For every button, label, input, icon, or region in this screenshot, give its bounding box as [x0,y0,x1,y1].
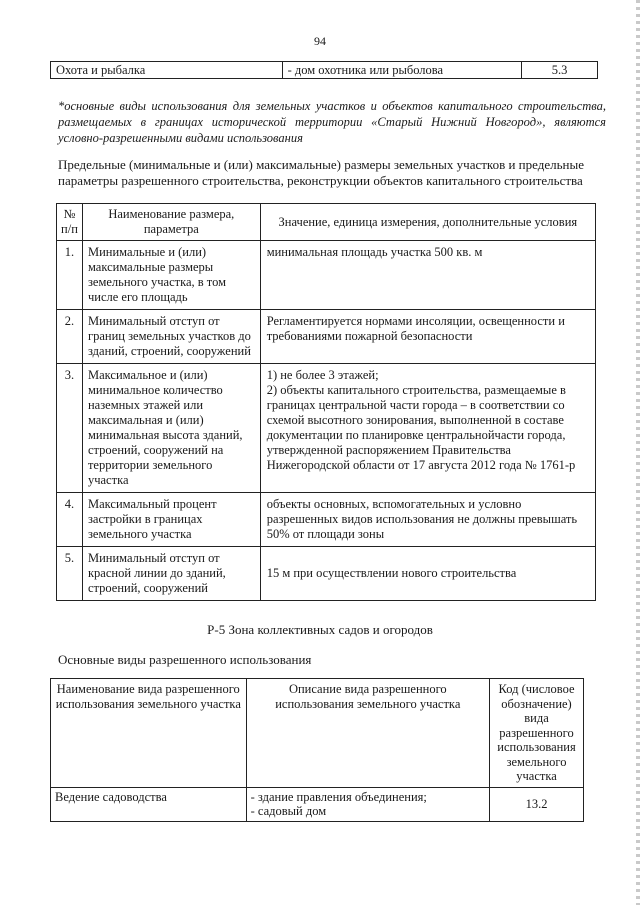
use-name-cell: Охота и рыбалка [51,62,283,79]
row-number: 4. [57,493,83,547]
use-code-cell: 5.3 [522,62,598,79]
scan-edge-artifact [636,0,640,905]
param-value [260,547,595,601]
zone-title: Р-5 Зона коллективных садов и огородов [207,622,433,637]
header-use-name: Наименование вида разрешенного использования земельного участка [51,679,247,788]
parameters-table [56,203,596,601]
param-name: Минимальные и (или) максимальные размеры земельного участка, в том числе его площадь [82,241,260,310]
table-row [57,310,596,364]
param-name: Минимальный отступ от красной линии до зданий, строений, сооружений [82,547,260,601]
table-header-row [57,204,596,241]
param-value-line: Регламентируется нормами инсоляции, освещенности и требованиями пожарной безопасности [266,314,565,343]
use-code-cell: 13.2 [490,787,584,821]
header-num: № п/п [57,204,83,241]
header-use-description: Описание вида разрешенного использования земельного участка [246,679,489,788]
table-row [57,364,596,493]
permitted-uses-table [50,678,584,822]
param-name: Максимальный процент застройки в границах земельного участка [82,493,260,547]
table-row [51,787,584,821]
header-use-code: Код (числовое обозначение) вида разрешенного использования земельного участка [490,679,584,788]
table-row [57,547,596,601]
param-value [260,241,595,310]
table-row [57,241,596,310]
footnote-note: *основные виды использования для земельных участков и объектов капитального строительства, размещаемых в границах исторической территории «Старый Нижний Новгород», являются условно-разрешенными видами использования [58,99,606,145]
limits-intro-text: Предельные (минимальные и (или) максимальные) размеры земельных участков и предельные параметры разрешенного строительства, реконструкции объектов капитального строительства [58,157,584,188]
param-value [260,364,595,493]
param-value [260,310,595,364]
page-number: 94 [314,34,326,48]
uses-heading: Основные виды разрешенного использования [58,652,312,667]
header-param-value: Значение, единица измерения, дополнительные условия [260,204,595,241]
row-number: 5. [57,547,83,601]
table-row [51,62,598,79]
param-value-line: 15 м при осуществлении нового строительства [266,566,517,580]
row-number: 3. [57,364,83,493]
param-value-line: 2) объекты капитального строительства, размещаемые в границах центральной части города – в соответствии со схемой высотного зонирования, выполненной в составе документации по планировке центральнойчасти города, утвержденной распоряжением Правительства Нижегородской области от 17 августа 2012 года № 1761-р [266,383,576,472]
param-name: Минимальный отступ от границ земельных участков до зданий, строений, сооружений [82,310,260,364]
table-header-row [51,679,584,788]
param-value-line: объекты основных, вспомогательных и условно разрешенных видов использования не должны превышать 50% от площади зоны [266,497,578,541]
row-number: 2. [57,310,83,364]
use-description-line: - здание правления объединения; [250,789,427,804]
continuation-table [50,61,598,79]
row-number: 1. [57,241,83,310]
use-name-cell: Ведение садоводства [51,787,247,821]
param-value-line: 1) не более 3 этажей; [266,368,379,382]
param-value-line: минимальная площадь участка 500 кв. м [266,245,483,259]
param-value [260,493,595,547]
table-row [57,493,596,547]
use-description-line: - садовый дом [250,804,327,818]
use-description-cell: - дом охотника или рыболова [282,62,522,79]
param-name: Максимальное и (или) минимальное количество наземных этажей или максимальная и (или) минимальная высота зданий, строений, сооружений на территории земельного участка [82,364,260,493]
header-param-name: Наименование размера, параметра [82,204,260,241]
use-description-cell [246,787,489,821]
